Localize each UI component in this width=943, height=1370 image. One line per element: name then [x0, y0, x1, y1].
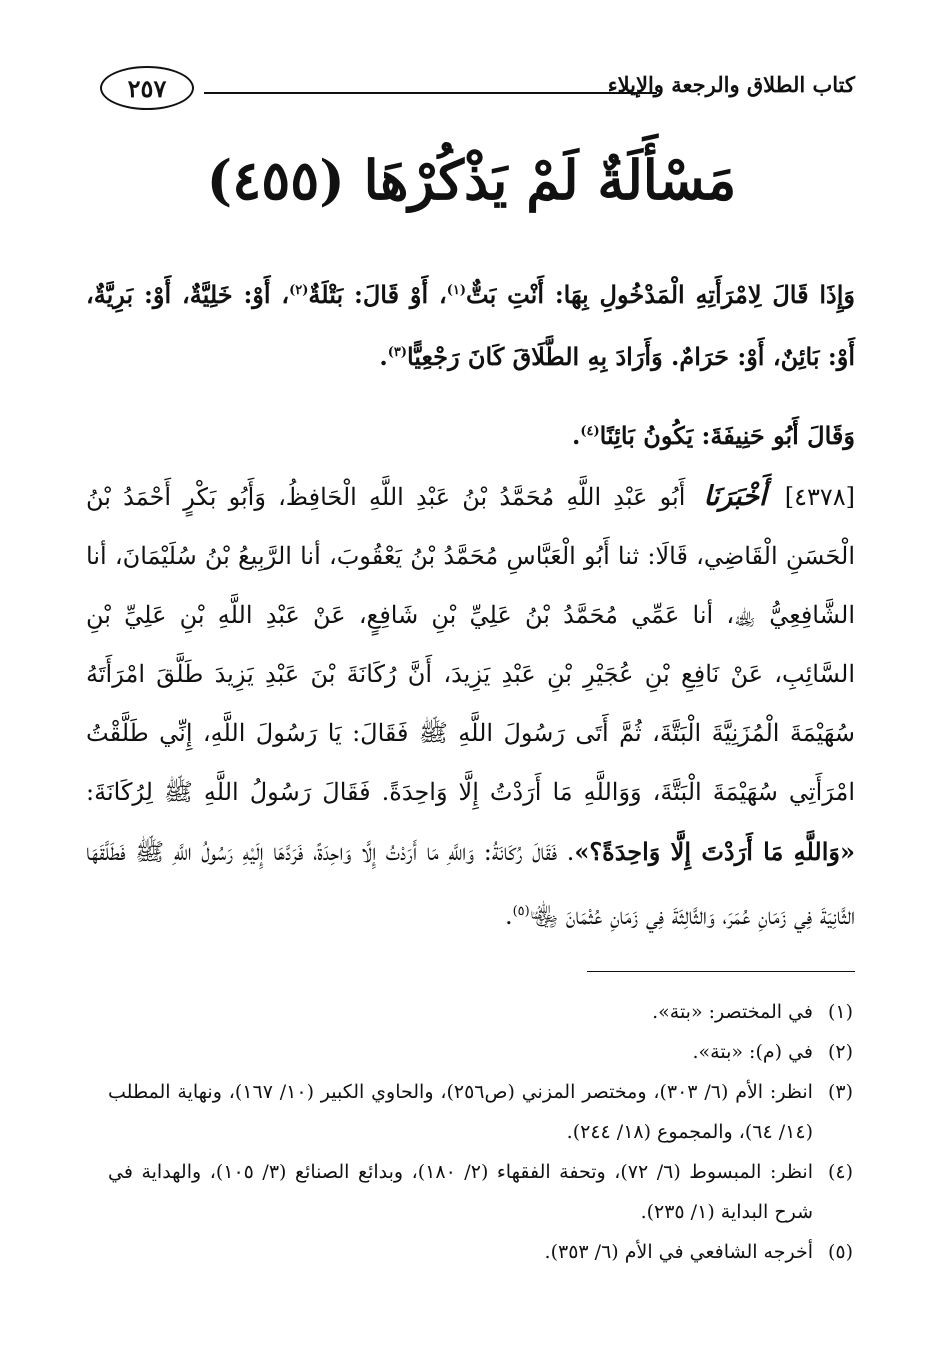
akhbarana-word: أَخْبَرَنَا [703, 481, 767, 512]
footnote-number: (١) [827, 1001, 853, 1023]
footnote-ref-1: (١) [446, 283, 467, 298]
matn-part-3: ، أَوْ: خَلِيَّةٌ، أَوْ: بَرِيَّةٌ، أَوْ: بَائِنٌ، أَوْ: حَرَامٌ. وَأَرَادَ بِهِ الطَّلَاقَ كَانَ رَجْعِيًّا [86, 280, 855, 371]
abu-hanifa-opinion [86, 402, 855, 465]
footnote-2 [108, 1032, 853, 1072]
footnote-ref-5: (٥) [512, 904, 530, 919]
footnote-text: انظر: الأم (٦/ ٣٠٣)، ومختصر المزني (ص٢٥٦)، والحاوي الكبير (١٠/ ١٦٧)، ونهاية المطلب (١٤/ ٦٤)، والمجموع (١٨/ ٢٤٤). [108, 1081, 813, 1143]
hadith-continuation: . فَقَالَ رُكَانَةُ: وَاللَّهِ مَا أَرَدْتُ إِلَّا وَاحِدَةً، فَرَدَّهَا إِلَيْهِ رَسُولُ اللَّهِ ﷺ فَطَلَّقَهَا الثَّانِيَةَ فِي زَمَانِ عُمَرَ، وَالثَّالِثَةَ فِي زَمَانِ عُثْمَانَ ﵄ [86, 838, 855, 930]
footnote-ref-3: (٣) [387, 345, 407, 360]
commentary-body [86, 402, 855, 946]
hadith-isnad: أَبُو عَبْدِ اللَّهِ مُحَمَّدُ بْنُ عَبْدِ اللَّهِ الْحَافِظُ، وَأَبُو بَكْرٍ أَحْمَدُ بْنُ الْحَسَنِ الْقَاضِي، قَالَا: ثنا أَبُو الْعَبَّاسِ مُحَمَّدُ بْنُ يَعْقُوبَ، أنا الرَّبِيعُ بْنُ سُلَيْمَانَ، أنا الشَّافِعِيُّ ﵀، أنا عَمِّي مُحَمَّدُ بْنُ عَلِيِّ بْنِ شَافِعٍ، عَنْ عَبْدِ اللَّهِ بْنِ عَلِيِّ بْنِ السَّائِبِ، عَنْ نَافِعِ بْنِ عُجَيْرِ بْنِ عَبْدِ يَزِيدَ، أَنَّ رُكَانَةَ بْنَ عَبْدِ يَزِيدَ طَلَّقَ امْرَأَتَهُ سُهَيْمَةَ الْمُزَنِيَّةَ الْبَتَّةَ، ثُمَّ أَتَى رَسُولَ اللَّهِ ﷺ فَقَالَ: يَا رَسُولَ اللَّهِ، إِنِّي طَلَّقْتُ امْرَأَتِي سُهَيْمَةَ الْبَتَّةَ، وَوَاللَّهِ مَا أَرَدْتُ إِلَّا وَاحِدَةً. فَقَالَ رَسُولُ اللَّهِ ﷺ لِرُكَانَةَ: [86, 483, 855, 806]
footnote-1 [108, 992, 853, 1032]
hadith-end: . [504, 902, 513, 930]
footnote-3 [108, 1072, 853, 1152]
hadith-number: [٤٣٧٨] [784, 483, 856, 511]
footnote-number: (٤) [827, 1161, 853, 1183]
footnote-text: انظر: المبسوط (٦/ ٧٢)، وتحفة الفقهاء (٢/ ١٨٠)، وبدائع الصنائع (٣/ ١٠٥)، والهداية في شرح البداية (١/ ٢٣٥). [108, 1161, 813, 1223]
footnote-number: (٣) [827, 1081, 853, 1103]
footnote-number: (٢) [827, 1041, 853, 1063]
footnote-text: أخرجه الشافعي في الأم (٦/ ٣٥٣). [544, 1241, 813, 1263]
footnote-text: في المختصر: «بتة». [652, 1001, 813, 1023]
book-title: كتاب الطلاق والرجعة والإيلاء [607, 72, 855, 97]
footnote-5 [108, 1232, 853, 1272]
page-number: ٢٥٧ [100, 66, 194, 110]
footnote-ref-2: (٢) [289, 283, 309, 298]
matn-part-1: وَإِذَا قَالَ لِامْرَأَتِهِ الْمَدْخُولِ بِهَا: أَنْتِ بَتٌّ [466, 280, 855, 309]
chapter-title: مَسْأَلَةٌ لَمْ يَذْكُرْهَا (٤٥٥) [206, 148, 737, 212]
running-header [100, 66, 855, 114]
matn-end: . [379, 342, 388, 371]
footnote-4 [108, 1152, 853, 1232]
prophet-quote: «وَاللَّهِ مَا أَرَدْتَ إِلَّا وَاحِدَةً؟» [574, 837, 855, 866]
opinion-end: . [571, 421, 581, 450]
matn-part-2: ، أَوْ قَالَ: بَتْلَةٌ [308, 280, 447, 309]
matn-text [86, 262, 855, 386]
footnote-text: في (م): «بتة». [692, 1041, 813, 1063]
opinion-text: وَقَالَ أَبُو حَنِيفَةَ: يَكُونُ بَائِنًا [599, 421, 855, 450]
footnote-number: (٥) [827, 1241, 853, 1263]
footnote-ref-4: (٤) [580, 424, 600, 439]
footnote-separator [587, 971, 855, 972]
footnotes [108, 992, 853, 1272]
hadith-paragraph [86, 467, 855, 946]
header-rule [204, 92, 657, 94]
